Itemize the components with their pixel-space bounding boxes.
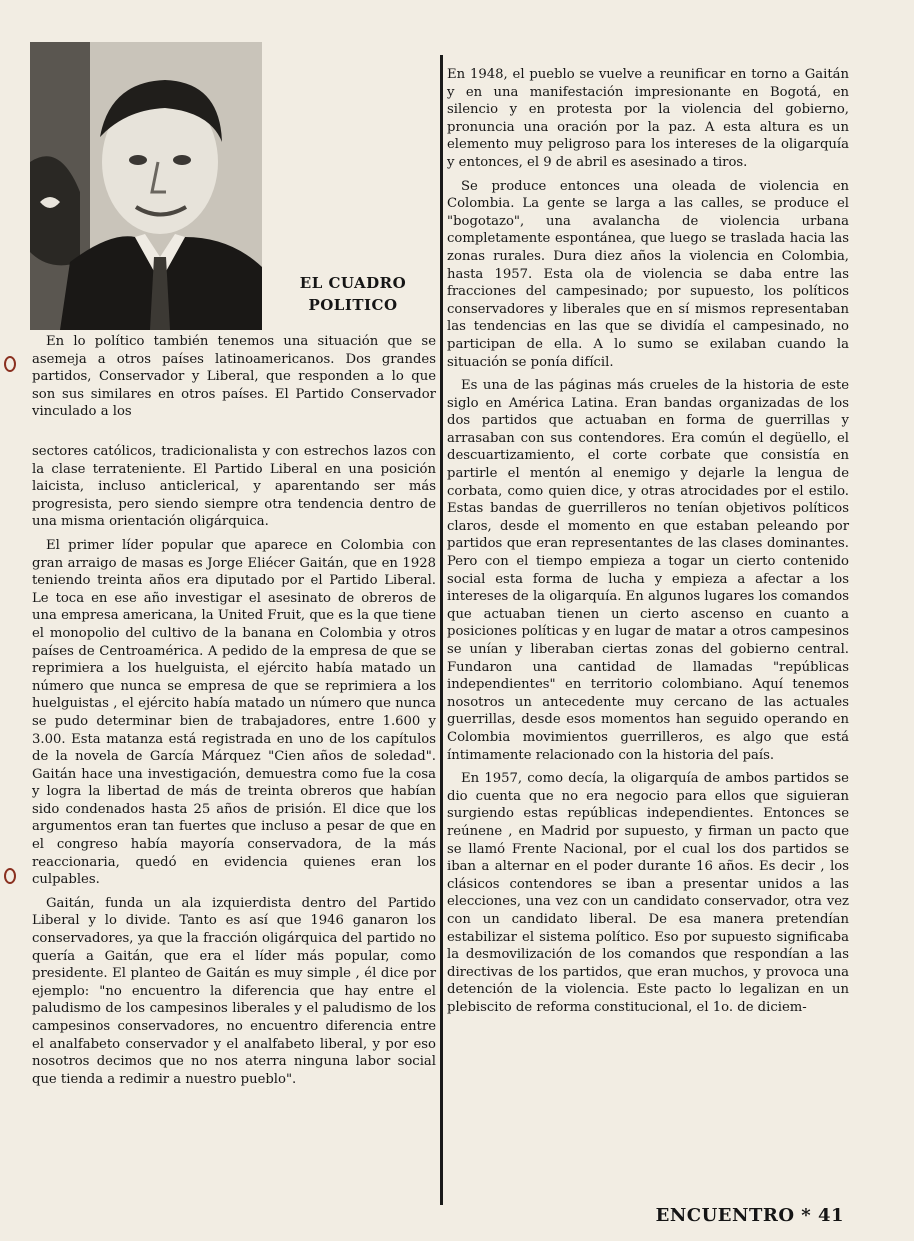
section-title-line1: EL CUADRO [299,274,407,292]
paragraph: En 1948, el pueblo se vuelve a reunificar en torno a Gaitán y en una manifestación impresionante en Bogotá, en silencio y en protesta por la violencia del gobierno, pronuncia una oración por la paz. A esta altura es un elemento muy peligroso para los intereses de la oligarquía y entonces, el 9 de abril es asesinado a tiros. [447,67,849,170]
section-title [278,272,428,316]
column-divider [440,55,443,1205]
paragraph: Se produce entonces una oleada de violencia en Colombia. La gente se larga a las calles, se produce el "bogotazo", una avalancha de violencia urbana completamente espontánea, que luego se traslada hacia las zonas rurales. Dura diez años la violencia en Colombia, hasta 1957. Esta ola de violencia se daba entre las fracciones del campesinado; por supuesto, los políticos conservadores y liberales que en sí mismos representaban las tendencias en las que se dividía el campesinado, no participan de ella. A lo sumo se exilaban cuando la situación se ponía difícil. [447,178,849,370]
paragraph: sectores católicos, tradicionalista y con estrechos lazos con la clase terrateniente. El Partido Liberal en una posición laicista, incluso anticlerical, y aparentando ser más progresista, pero siendo siempre otra tendencia dentro de una misma orientación oligárquica. [32,444,436,530]
paragraph: Gaitán, funda un ala izquierdista dentro del Partido Liberal y lo divide. Tanto es así que 1946 ganaron los conservadores, ya que la fracción oligárquica del partido no quería a Gaitán, que era el líder más popular, como presidente. El planteo de Gaitán es muy simple , él dice por ejemplo: "no encuentro la diferencia que hay entre el paludismo de los campesinos liberales y el paludismo de los campesinos conservadores, no encuentro diferencia entre el analfabeto conservador y el analfabeto liberal, y por eso nosotros decimos que no nos aterra ninguna labor social que tienda a redimir a nuestro pueblo". [32,895,436,1087]
page-footer: ENCUENTRO * 41 [655,1205,844,1226]
left-column-intro [32,333,436,421]
right-column [447,66,849,1016]
punch-hole-mark [4,356,16,372]
portrait-image [30,42,262,330]
paragraph: En lo político también tenemos una situación que se asemeja a otros países latinoamericanos. Dos grandes partidos, Conservador y Liberal, que responden a lo que son sus similares en otros países. El Partido Conservador vinculado a los [32,334,436,420]
left-column [32,443,436,1088]
paragraph: En 1957, como decía, la oligarquía de ambos partidos se dio cuenta que no era negocio para ellos que siguieran surgiendo estas repúblicas independientes. Entonces se reúnene , en Madrid por supuesto, y firman un pacto que se llamó Frente Nacional, por el cual los dos partidos se iban a alternar en el poder durante 16 años. Es decir , los clásicos contendores se iban a presentar unidos a las elecciones, una vez con un candidato conservador, otra vez con un candidato liberal. De esa manera pretendían estabilizar el sistema político. Eso por supuesto significaba la desmovilización de los comandos que respondían a las directivas de los partidos, que eran muchos, y provoca una detención de la violencia. Este pacto lo legalizan en un plebiscito de reforma constitucional, el 1o. de diciem- [447,771,849,1015]
paragraph: Es una de las páginas más crueles de la historia de este siglo en América Latina. Eran bandas organizadas de los dos partidos que actuaban en forma de guerrillas y arrasaban con sus contendores. Era común el degüello, el descuartizamiento, el corte corbate que consistía en partirle el mentón al enemigo y dejarle la lengua de corbata, como quien dice, y otras atrocidades por el estilo. Estas bandas de guerrilleros no tenían objetivos políticos claros, desde el momento en que estaban peleando por partidos que eran representantes de las clases dominantes. Pero con el tiempo empieza a togar un cierto contenido social esta forma de lucha y empieza a afectar a los intereses de la oligarquía. En algunos lugares los comandos que actuaban tienen un cierto ascenso en cuanto a posiciones políticas y en lugar de matar a otros campesinos se unían y liberaban ciertas zonas del gobierno central. Fundaron una cantidad de llamadas "repúblicas independientes" en territorio colombiano. Aquí tenemos nosotros un antecedente muy cercano de las actuales guerrillas, desde esos momentos han seguido operando en Colombia movimientos guerrilleros, es algo que está íntimamente relacionado con la historia del país. [447,378,849,763]
paragraph: El primer líder popular que aparece en Colombia con gran arraigo de masas es Jorge Eliécer Gaitán, que en 1928 teniendo treinta años era diputado por el Partido Liberal. Le toca en ese año investigar el asesinato de obreros de una empresa americana, la United Fruit, que es la que tiene el monopolio del cultivo de la banana en Colombia y otros países de Centroamérica. A pedido de la empresa de que se reprimiera a los huelguista, el ejército había matado un número que nunca se empresa de que se reprimiera a los huelguistas , el ejército había matado un número que nunca se pudo determinar bien de trabajadores, entre 1.600 y 3.00. Esta matanza está registrada en uno de los capítulos de la novela de García Márquez "Cien años de soledad". Gaitán hace una investigación, demuestra como fue la cosa y logra la libertad de más de treinta obreros que habían sido condenados hasta 25 años de prisión. El dice que los argumentos eran tan fuertes que incluso a pesar de que en el congreso había mayoría conservadora, de la más reaccionaria, quedó en evidencia quienes eran los culpables. [32,537,436,888]
punch-hole-mark [4,868,16,884]
portrait-photo [30,42,262,330]
section-title-line2: POLITICO [308,296,398,314]
